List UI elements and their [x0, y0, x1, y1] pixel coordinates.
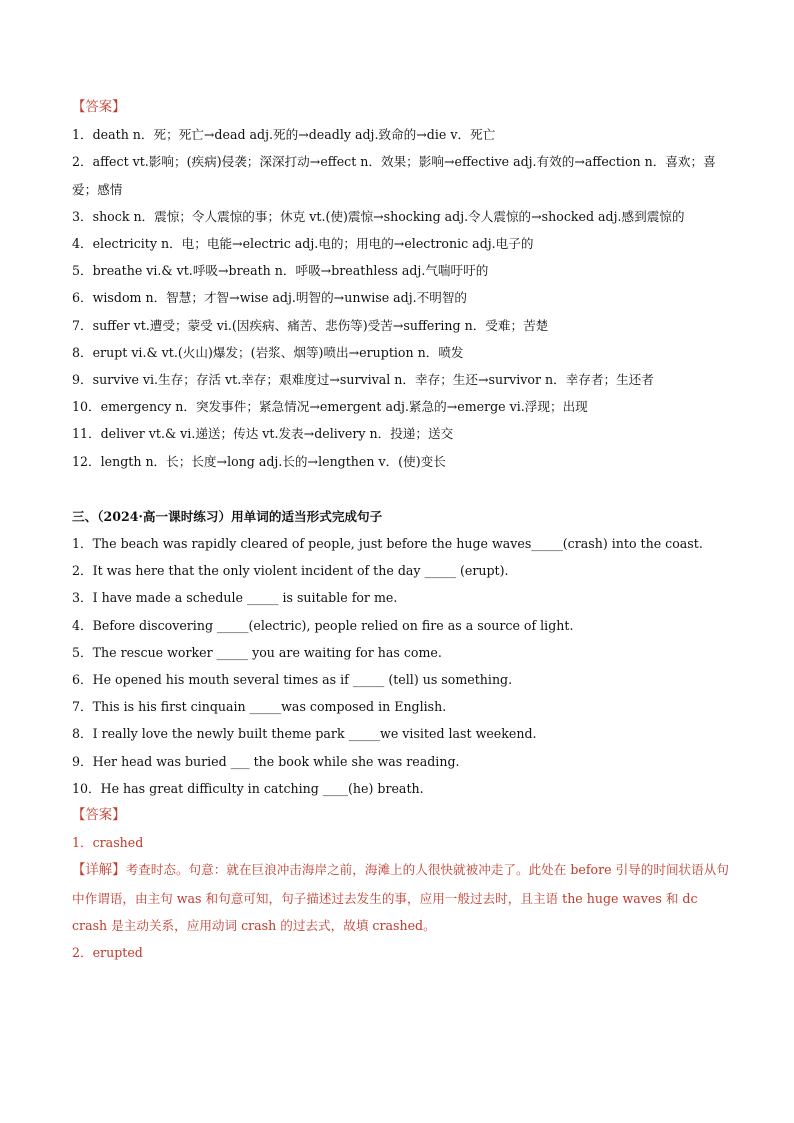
sentence-1: 1．The beach was rapidly cleared of people, just before the huge waves_____(crash) into the coast.: [72, 536, 703, 552]
sentence-6: 6．He opened his mouth several times as if _____ (tell) us something.: [72, 672, 513, 688]
sentence-2: 2．It was here that the only violent incident of the day _____ (erupt).: [72, 563, 509, 579]
vocab-item-12: 12．length n．长；长度→long adj.长的→lengthen v．(使)变长: [72, 453, 446, 469]
section-title: 三、（2024·高一课时练习）用单词的适当形式完成句子: [72, 508, 383, 524]
sentence-10: 10．He has great difficulty in catching ____(he) breath.: [72, 780, 424, 796]
sentence-8: 8．I really love the newly built theme park _____we visited last weekend.: [72, 726, 537, 742]
vocab-item-6: 6．wisdom n．智慧；才智→wise adj.明智的→unwise adj.不明智的: [72, 290, 468, 306]
sentence-9: 9．Her head was buried ___ the book while she was reading.: [72, 753, 460, 769]
answer-2: 2．erupted: [72, 945, 143, 961]
detail-label: 【详解】: [72, 863, 126, 879]
vocab-item-11: 11．deliver vt.& vi.递送；传达 vt.发表→delivery n．投递；送交: [72, 426, 454, 442]
answer-1: 1．crashed: [72, 835, 144, 851]
sentence-5: 5．The rescue worker _____ you are waiting for has come.: [72, 644, 442, 660]
detail-1: [72, 856, 732, 939]
vocab-item-10: 10．emergency n．突发事件；紧急情况→emergent adj.紧急的→emerge vi.浮现；出现: [72, 399, 588, 415]
sentence-3: 3．I have made a schedule _____ is suitable for me.: [72, 590, 398, 606]
document-page: [72, 94, 732, 966]
vocab-item-3: 3．shock n．震惊；令人震惊的事；休克 vt.(使)震惊→shocking adj.令人震惊的→shocked adj.感到震惊的: [72, 208, 685, 224]
answer-label-2: 【答案】: [72, 808, 126, 824]
vocab-item-1: 1．death n．死；死亡→dead adj.死的→deadly adj.致命的→die v．死亡: [72, 127, 496, 143]
vocab-item-2: 2．affect vt.影响；(疾病)侵袭；深深打动→effect n．效果；影响→effective adj.有效的→affection n．喜欢；喜爱；感情: [72, 154, 716, 197]
sentence-4: 4．Before discovering _____(electric), people relied on fire as a source of light.: [72, 617, 574, 633]
sentence-list: [72, 530, 732, 802]
detail-text: 考查时态。句意：就在巨浪冲击海岸之前，海滩上的人很快就被冲走了。此处在 before 引导的时间状语从句中作谓语，由主句 was 和句意可知，句子描述过去发生的事，应用一般过去时，且主语 the huge waves 和 dc crash 是主动关系，应用动词 crash 的过去式，故填 crashed。: [72, 862, 729, 933]
vocab-item-5: 5．breathe vi.& vt.呼吸→breath n．呼吸→breathless adj.气喘吁吁的: [72, 263, 489, 279]
vocab-item-8: 8．erupt vi.& vt.(火山)爆发；(岩浆、烟等)喷出→eruption n．喷发: [72, 344, 464, 360]
vocab-list: [72, 121, 732, 475]
vocab-item-4: 4．electricity n．电；电能→electric adj.电的；用电的→electronic adj.电子的: [72, 236, 534, 252]
answer-label: 【答案】: [72, 100, 126, 115]
sentence-7: 7．This is his first cinquain _____was composed in English.: [72, 699, 447, 715]
vocab-item-9: 9．survive vi.生存；存活 vt.幸存；艰难度过→survival n．幸存；生还→survivor n．幸存者；生还者: [72, 372, 654, 388]
vocab-item-7: 7．suffer vt.遭受；蒙受 vi.(因疾病、痛苦、悲伤等)受苦→suffering n．受难；苦楚: [72, 317, 549, 333]
